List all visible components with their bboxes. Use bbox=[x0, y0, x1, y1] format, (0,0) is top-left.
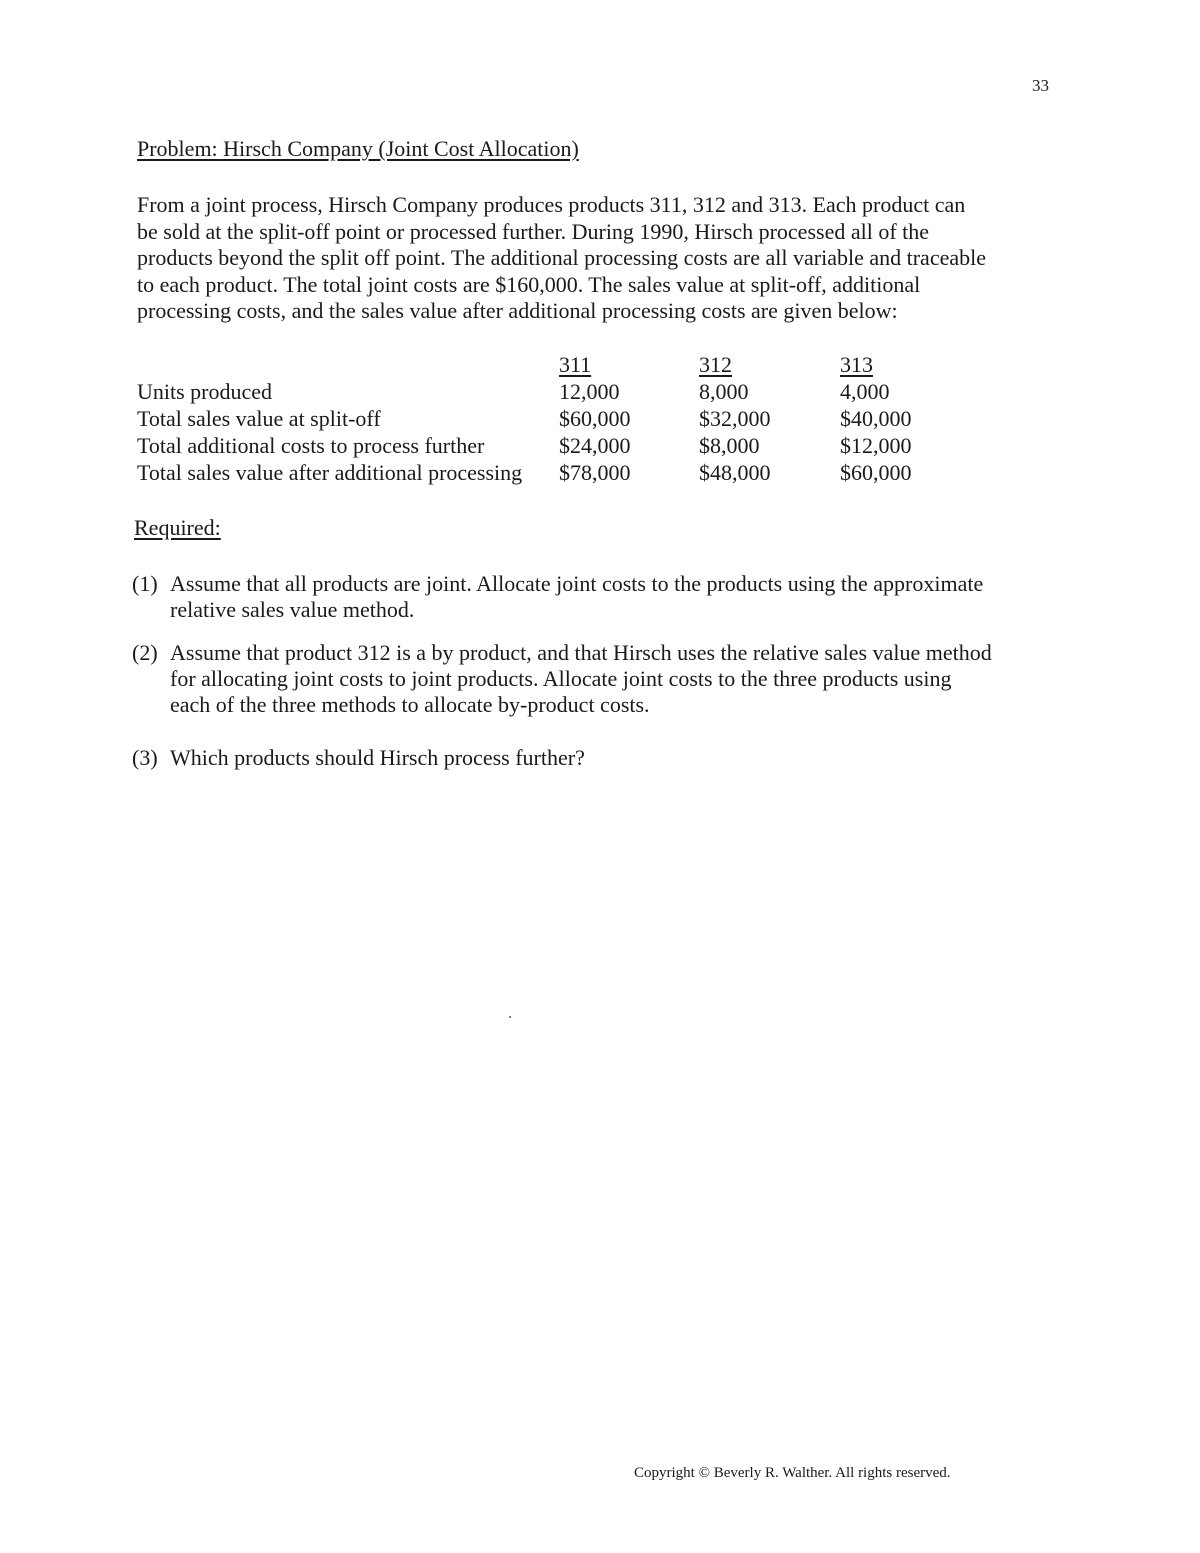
row-label: Units produced bbox=[137, 379, 273, 404]
copyright-notice: Copyright © Beverly R. Walther. All rights reserved. bbox=[634, 1465, 951, 1481]
question-line: each of the three methods to allocate by-product costs. bbox=[170, 692, 650, 717]
table-cell: $12,000 bbox=[840, 433, 912, 458]
table-cell: 4,000 bbox=[840, 379, 890, 404]
question-3 bbox=[132, 745, 1062, 771]
table-cell: $48,000 bbox=[699, 460, 771, 485]
problem-intro bbox=[137, 192, 1067, 325]
intro-line: be sold at the split-off point or processed further. During 1990, Hirsch processed all of the bbox=[137, 218, 930, 244]
table-cell: 8,000 bbox=[699, 379, 749, 404]
table-cell: 12,000 bbox=[559, 379, 620, 404]
column-header-311: 311 bbox=[559, 352, 592, 377]
question-2 bbox=[132, 640, 1062, 718]
intro-line: to each product. The total joint costs are $160,000. The sales value at split-off, additional bbox=[137, 271, 921, 297]
table-cell: $8,000 bbox=[699, 433, 760, 458]
question-number: (3) bbox=[132, 745, 158, 770]
row-label: Total sales value after additional processing bbox=[137, 460, 523, 485]
row-label: Total sales value at split-off bbox=[137, 406, 381, 431]
table-cell: $40,000 bbox=[840, 406, 912, 431]
table-cell: $60,000 bbox=[840, 460, 912, 485]
page-number: 33 bbox=[1032, 76, 1049, 95]
question-line: Assume that product 312 is a by product, and that Hirsch uses the relative sales value method bbox=[170, 640, 992, 665]
intro-line: processing costs, and the sales value after additional processing costs are given below: bbox=[137, 298, 898, 324]
column-header-313: 313 bbox=[840, 352, 873, 377]
table-cell: $60,000 bbox=[559, 406, 631, 431]
intro-line: products beyond the split off point. The additional processing costs are all variable and traceable bbox=[137, 245, 986, 271]
intro-line: From a joint process, Hirsch Company produces products 311, 312 and 313. Each product can bbox=[137, 192, 966, 217]
question-1 bbox=[132, 571, 1062, 623]
column-header-312: 312 bbox=[699, 352, 732, 377]
question-line: for allocating joint costs to joint products. Allocate joint costs to the three products using bbox=[170, 666, 952, 691]
question-line: relative sales value method. bbox=[170, 597, 415, 622]
question-number: (2) bbox=[132, 640, 158, 665]
scan-speck bbox=[509, 1016, 511, 1018]
problem-title: Problem: Hirsch Company (Joint Cost Allocation) bbox=[137, 136, 579, 161]
table-cell: $78,000 bbox=[559, 460, 631, 485]
question-line: Which products should Hirsch process further? bbox=[170, 745, 585, 770]
table-cell: $24,000 bbox=[559, 433, 631, 458]
question-line: Assume that all products are joint. Allocate joint costs to the products using the approximate bbox=[170, 571, 984, 596]
row-label: Total additional costs to process further bbox=[137, 433, 485, 458]
question-number: (1) bbox=[132, 571, 158, 596]
required-heading: Required: bbox=[134, 515, 221, 540]
table-cell: $32,000 bbox=[699, 406, 771, 431]
